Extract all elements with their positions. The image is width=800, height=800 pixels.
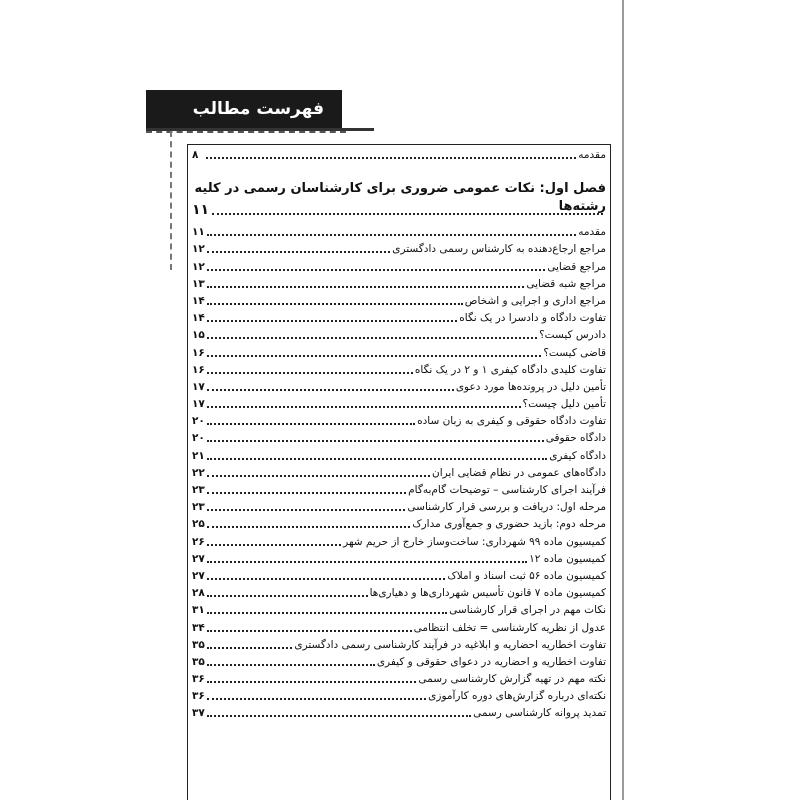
leader-dots <box>207 423 415 425</box>
toc-entry-page: ۳۱ <box>192 604 205 617</box>
leader-dots <box>207 372 413 374</box>
leader-dots <box>207 561 527 563</box>
toc-entry-title: دادگاه حقوقی <box>545 432 606 445</box>
toc-entry-title: تمدید پروانه کارشناسی رسمی <box>473 707 606 720</box>
leader-dots <box>207 303 463 305</box>
leader-dots <box>207 269 545 271</box>
toc-entry-title: فرآیند اجرای کارشناسی – توضیحات گام‌به‌گام <box>408 484 606 496</box>
chapter-heading: فصل اول: نکات عمومی ضروری برای کارشناسان رسمی در کلیه رشته‌ها <box>194 181 606 214</box>
toc-entry-page: ۱۵ <box>192 329 205 342</box>
toc-entry-page: ۱۶ <box>192 346 205 359</box>
toc-entry-title: عدول از نظریه کارشناسی = تخلف انتظامی <box>413 621 606 634</box>
leader-dots <box>206 157 576 159</box>
toc-entry-title: مراجع شبه قضایی <box>526 277 606 290</box>
toc-entry-title: دادگاه کیفری <box>549 449 606 462</box>
toc-entry-title: مرحله اول: دریافت و بررسی قرار کارشناسی <box>407 501 606 514</box>
leader-dots <box>207 440 544 442</box>
leader-dots <box>207 681 417 683</box>
toc-entry <box>192 428 606 445</box>
toc-entry-page: ۲۵ <box>192 518 205 531</box>
toc-entry <box>192 394 606 411</box>
toc-entry <box>192 497 606 514</box>
toc-entry <box>192 531 606 548</box>
dashed-border-left <box>170 131 172 270</box>
leader-dots <box>207 492 406 494</box>
leader-dots <box>207 389 454 391</box>
page-spine-line <box>622 0 624 800</box>
toc-entry <box>192 463 606 480</box>
toc-entry-title: مراجع اداری و اجرایی و اشخاص <box>464 294 606 307</box>
toc-entry-page: ۱۱ <box>192 226 205 239</box>
leader-dots <box>207 406 521 408</box>
toc-entry <box>192 652 606 669</box>
toc-entry-page: ۲۳ <box>192 484 205 496</box>
toc-entry-page: ۲۲ <box>192 466 205 479</box>
leader-dots <box>207 355 542 357</box>
leader-dots <box>207 458 547 460</box>
toc-entry-title: مرحله دوم: بازید حضوری و جمع‌آوری مدارک <box>412 518 606 531</box>
toc-entry-page: ۳۴ <box>192 621 205 634</box>
toc-entry-title: تأمین دلیل در پرونده‌ها مورد دعوی <box>455 380 606 393</box>
leader-dots <box>207 286 524 288</box>
toc-entry-page: ۲۸ <box>192 587 205 600</box>
toc-entry <box>192 583 606 600</box>
toc-entry <box>192 703 606 720</box>
leader-dots <box>207 544 341 546</box>
toc-entry <box>192 445 606 462</box>
toc-entry-page: ۳۶ <box>192 690 205 703</box>
toc-intro <box>192 145 606 163</box>
leader-dots <box>207 595 368 597</box>
toc-entry-title: تفاوت دادگاه حقوقی و کیفری به زبان ساده <box>417 415 606 428</box>
toc-entry <box>192 669 606 686</box>
toc-entry-title: کمیسیون ماده ۵۶ ثبت اسناد و املاک <box>447 569 606 582</box>
toc-entry-title: کمیسیون ماده ۹۹ شهرداری: ساخت‌وساز خارج از حریم شهر <box>343 535 606 548</box>
toc-entry-title: تفاوت کلیدی دادگاه کیفری ۱ و ۲ در یک نگاه <box>414 363 606 376</box>
toc-entry-page: ۱۷ <box>192 380 205 393</box>
toc-entry-page: ۸ <box>192 149 199 162</box>
toc-entry-title: مقدمه <box>578 149 606 162</box>
toc-entry <box>192 308 606 325</box>
toc-entry-page: ۳۷ <box>192 707 205 720</box>
leader-dots <box>207 647 293 649</box>
leader-dots <box>207 475 430 477</box>
leader-dots <box>207 526 410 528</box>
leader-dots <box>207 715 471 717</box>
toc-entry <box>192 549 606 566</box>
toc-entry <box>192 291 606 308</box>
toc-entry-title: مقدمه <box>578 226 606 239</box>
chapter-page-number: ۱۱ <box>192 202 210 218</box>
leader-dots <box>207 612 447 614</box>
toc-entry-page: ۱۳ <box>192 277 205 290</box>
toc-entry <box>192 377 606 394</box>
toc-entry-title: کمیسیون ماده ۷ قانون تأسیس شهرداری‌ها و دهیاری‌ها <box>369 587 606 600</box>
toc-entry-title: مراجع قضایی <box>547 260 606 273</box>
toc-entry-page: ۱۴ <box>192 294 205 307</box>
toc-entry-page: ۳۵ <box>192 655 205 668</box>
toc-entry <box>192 239 606 256</box>
toc-entry <box>192 274 606 291</box>
toc-entry-title: دادرس کیست؟ <box>539 329 606 342</box>
toc-entry <box>192 600 606 617</box>
toc-entry-page: ۱۶ <box>192 363 205 376</box>
toc-entry-page: ۳۶ <box>192 673 205 686</box>
leader-dots <box>207 251 390 253</box>
leader-dots <box>207 320 457 322</box>
toc-entry-title: مراجع ارجاع‌دهنده به کارشناس رسمی دادگستری <box>392 243 606 256</box>
toc-entry-page: ۳۵ <box>192 638 205 651</box>
leader-dots <box>207 698 426 700</box>
toc-entry <box>192 256 606 273</box>
toc-entry-page: ۲۰ <box>192 415 205 428</box>
toc-entry-title: نکات مهم در اجرای قرار کارشناسی <box>449 604 606 617</box>
toc-entry-title: نکته‌ای درباره گزارش‌های دوره کارآموزی <box>428 690 606 703</box>
leader-dots <box>207 234 576 236</box>
toc-entry <box>192 480 606 497</box>
toc-title: فهرست مطالب <box>146 90 342 128</box>
toc-entry <box>192 360 606 377</box>
toc-entry-title: دادگاه‌های عمومی در نظام قضایی ایران <box>432 466 606 479</box>
dashed-border-top <box>146 131 346 133</box>
toc-entry-page: ۱۲ <box>192 243 205 256</box>
toc-entry <box>192 635 606 652</box>
toc-entry-title: تفاوت اخطاریه و احضاریه در دعوای حقوقی و کیفری <box>376 655 606 668</box>
toc-entries <box>192 222 606 720</box>
toc-entry-page: ۲۳ <box>192 501 205 514</box>
toc-entry-page: ۲۰ <box>192 432 205 445</box>
toc-entry-title: نکته مهم در تهیه گزارش کارشناسی رسمی <box>418 673 606 686</box>
toc-entry-title: کمیسیون ماده ۱۲ <box>529 552 606 565</box>
chapter-page-row <box>192 200 606 218</box>
toc-entry-title: تفاوت اخطاریه احضاریه و ابلاغیه در فرآیند کارشناسی رسمی دادگستری <box>294 638 606 651</box>
toc-entry-page: ۲۶ <box>192 535 205 548</box>
toc-entry <box>192 566 606 583</box>
leader-dots <box>207 337 537 339</box>
toc-entry <box>192 342 606 359</box>
leader-dots <box>207 509 406 511</box>
toc-entry <box>192 686 606 703</box>
toc-entry-page: ۱۷ <box>192 398 205 411</box>
toc-entry <box>192 617 606 634</box>
leader-dots <box>207 664 375 666</box>
toc-entry <box>192 411 606 428</box>
leader-dots <box>207 578 446 580</box>
leader-dots <box>212 213 603 215</box>
toc-entry-page: ۱۲ <box>192 260 205 273</box>
toc-entry <box>192 514 606 531</box>
toc-entry <box>192 222 606 239</box>
leader-dots <box>207 630 412 632</box>
toc-entry-title: تفاوت دادگاه و دادسرا در یک نگاه <box>459 312 606 325</box>
toc-entry <box>192 145 606 162</box>
toc-entry-page: ۲۷ <box>192 569 205 582</box>
toc-entry-page: ۲۱ <box>192 449 205 462</box>
toc-entry-page: ۲۷ <box>192 552 205 565</box>
toc-entry-title: تأمین دلیل چیست؟ <box>522 398 606 411</box>
toc-entry-page: ۱۴ <box>192 312 205 325</box>
toc-entry <box>192 325 606 342</box>
toc-entry-title: قاضی کیست؟ <box>543 346 606 359</box>
